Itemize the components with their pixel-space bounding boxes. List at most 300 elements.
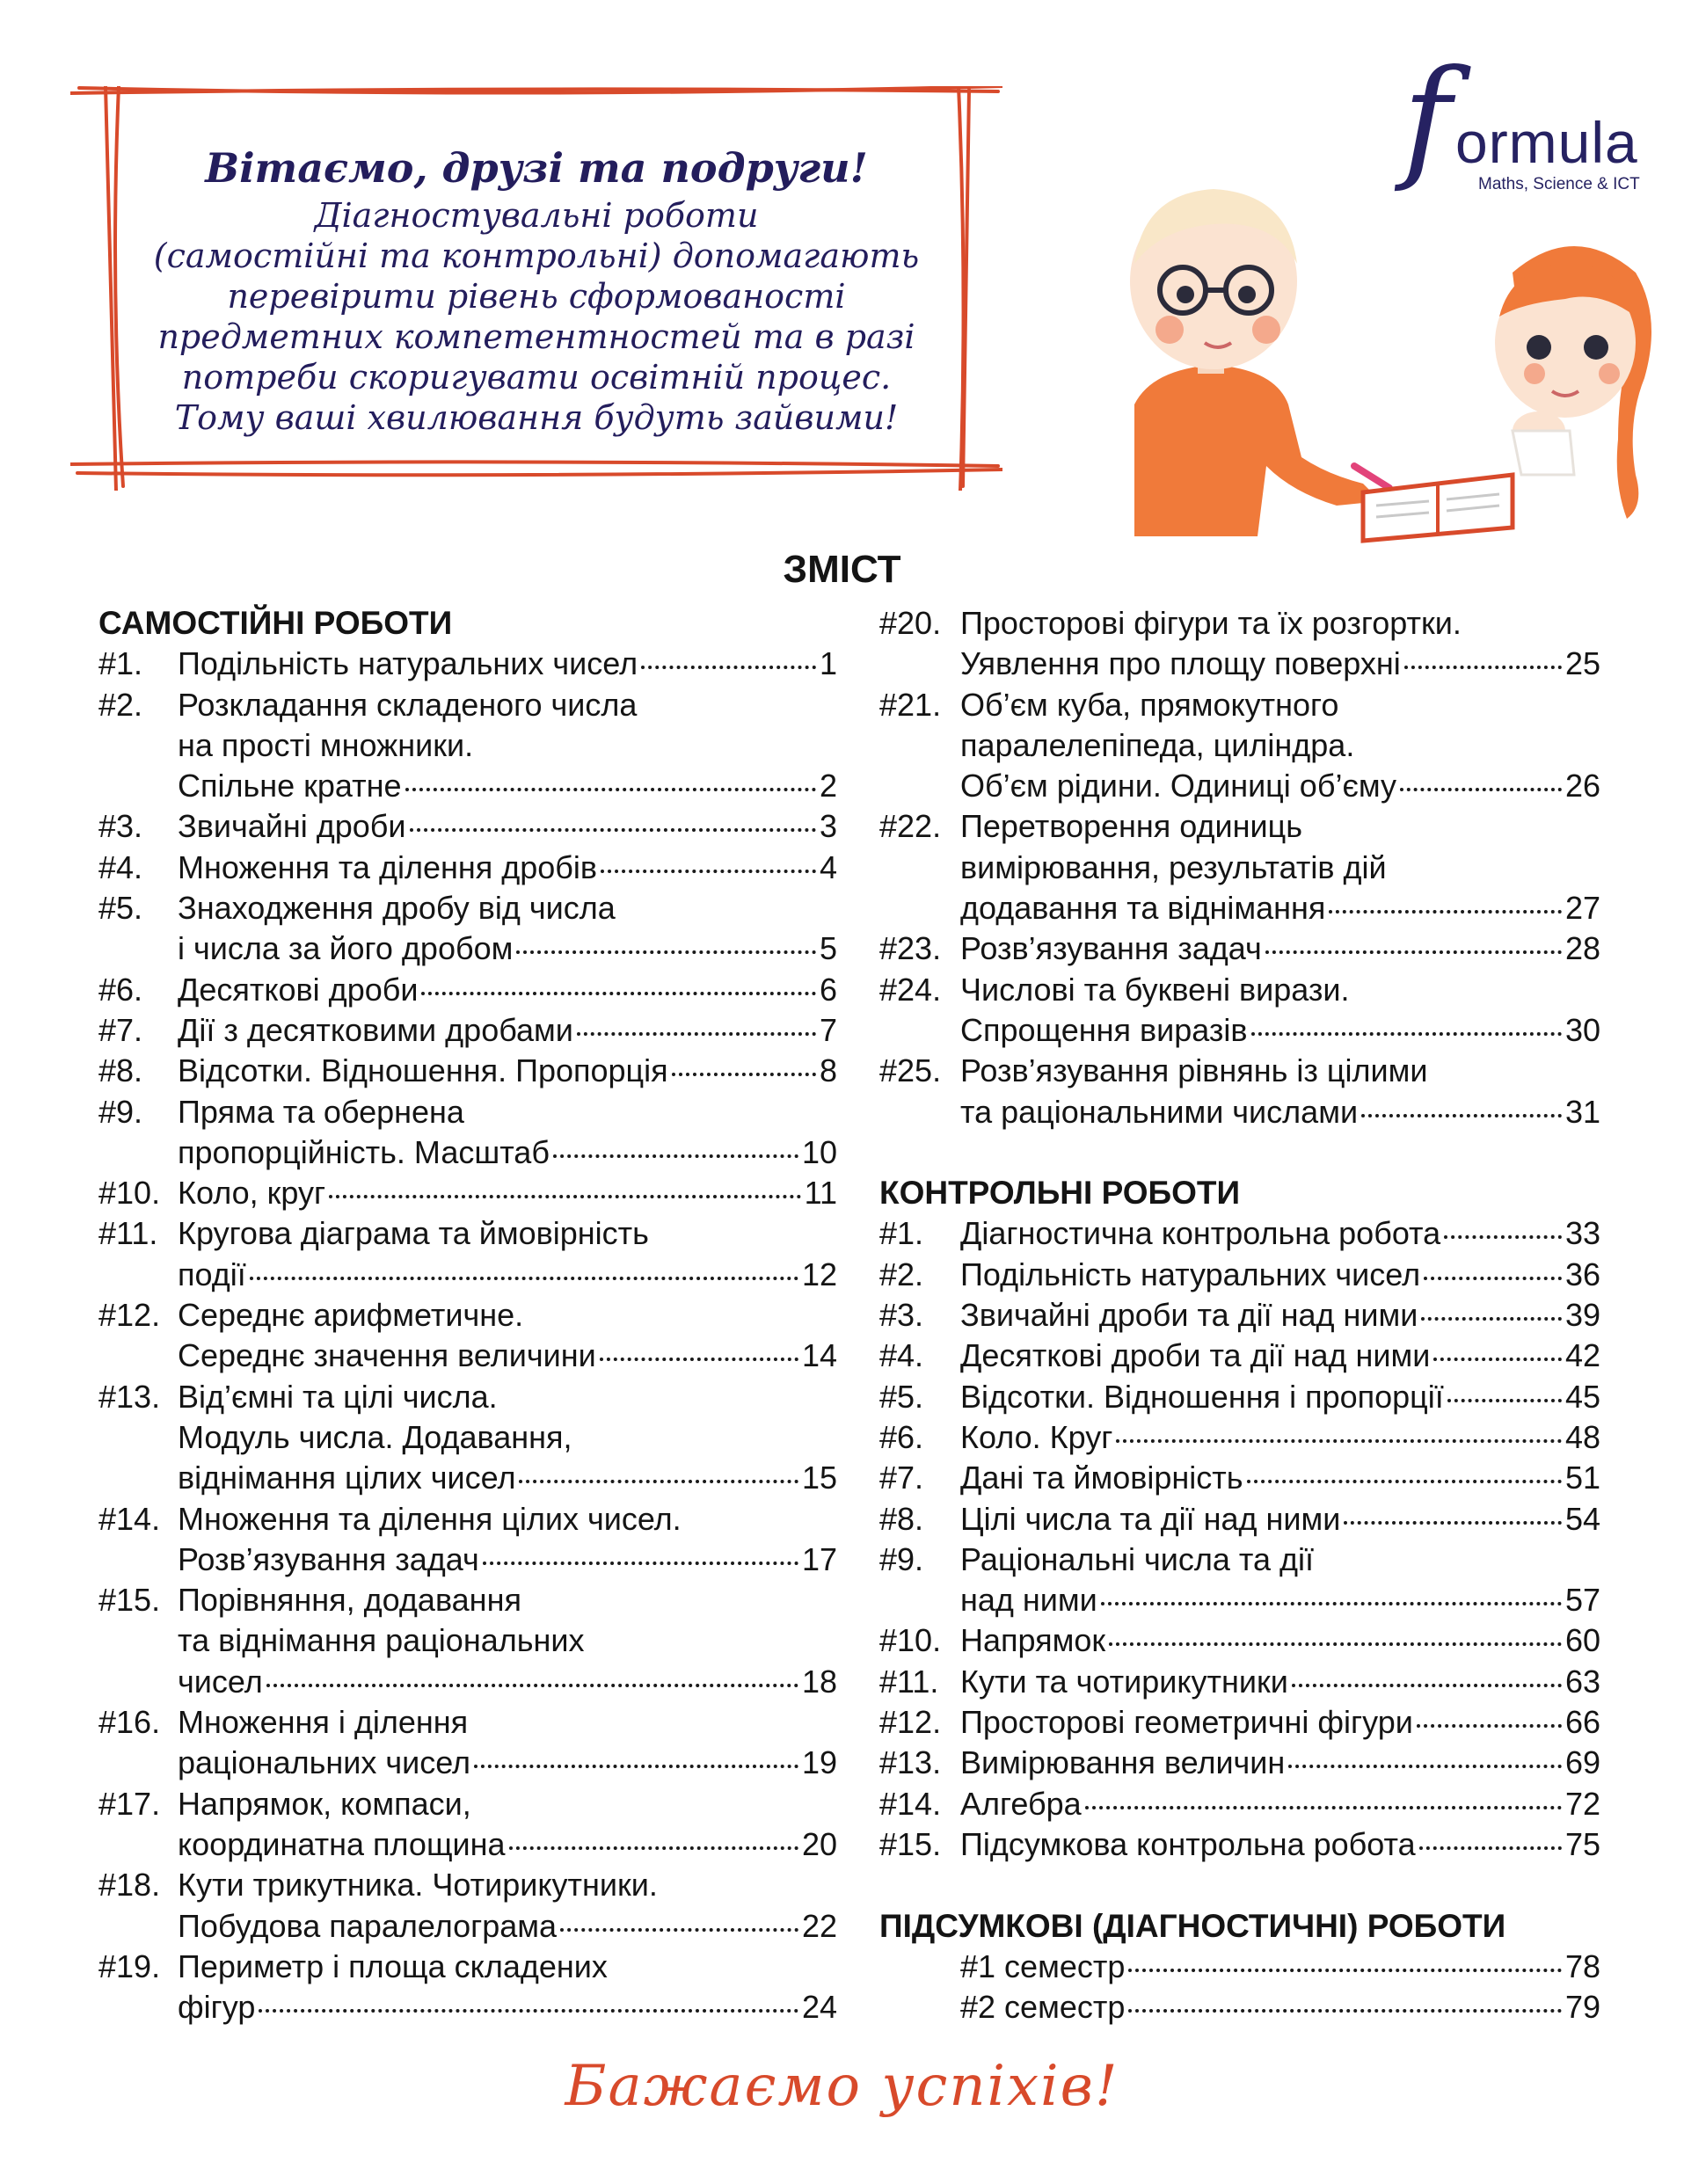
toc-entry-title: Відсотки. Відношення і пропорції [960,1378,1444,1415]
toc-entry-page: 33 [1564,1215,1600,1252]
dot-leader [1292,1684,1562,1687]
toc-entry-page: 66 [1564,1704,1600,1741]
welcome-message [132,141,941,438]
toc-entry-title: Модуль числа. Додавання, [178,1418,572,1455]
toc-entry-line [879,806,1600,847]
toc-entry-title: Кругова діаграма та ймовірність [178,1215,649,1252]
section-gap [879,1132,1600,1173]
toc-entry-number: #13. [98,1378,161,1415]
toc-entry-title: вимірювання, результатів дій [960,848,1387,885]
toc-entry-title: Множення та ділення цілих чисел. [178,1500,682,1537]
toc-entry-number: #12. [879,1704,942,1741]
dot-leader [641,666,816,669]
toc-entry-number: #1. [98,645,143,682]
toc-entry-title: Десяткові дроби [178,971,419,1008]
toc-entry-line [98,1906,837,1947]
toc-entry-line [879,1010,1600,1051]
dot-leader [474,1765,798,1768]
toc-entry-line [879,603,1600,644]
toc-entry[interactable] [879,928,1600,969]
toc-entry-title: на прості множники. [178,726,474,763]
toc-entry-line [98,1865,837,1905]
toc-entry-line [879,1213,1600,1254]
toc-entry-number: #2. [98,686,143,723]
welcome-line: предметних компетентностей та в разі [157,317,915,356]
toc-entry[interactable] [879,1417,1600,1458]
dot-leader [519,1480,798,1483]
toc-entry-number: #15. [98,1582,161,1619]
toc-entry-number: #6. [879,1418,924,1455]
toc-entry-page: 1 [819,645,837,682]
toc-entry-line [879,1092,1600,1132]
toc-entry[interactable] [879,685,1600,807]
toc-entry-line [98,928,837,969]
toc-entry-number: #23. [879,930,942,967]
toc-entry[interactable] [98,806,837,847]
toc-entry-page: 54 [1564,1500,1600,1537]
toc-entry-title: Напрямок, компаси, [178,1785,471,1822]
toc-entry-title: Розв’язування задач [178,1540,479,1577]
toc-entry-title: Коло. Круг [960,1418,1113,1455]
dot-leader [483,1562,798,1565]
welcome-line: потреби скоригувати освітній процес. [181,358,892,397]
toc-entry-title: Кути трикутника. Чотирикутники. [178,1867,658,1904]
toc-entry-page: 27 [1564,890,1600,927]
toc-entry-page: 10 [801,1133,837,1170]
toc-entry-title: події [178,1256,246,1292]
toc-entry-title: чисел [178,1663,263,1700]
toc-entry-line [879,1540,1600,1580]
toc-entry-title: Напрямок [960,1622,1106,1659]
toc-entry-page: 25 [1564,645,1600,682]
toc-entry-line [98,1499,837,1540]
toc-entry-page: 36 [1564,1256,1600,1292]
toc-entry-page: 75 [1564,1825,1600,1862]
toc-entry-title: Цілі числа та дії над ними [960,1500,1341,1537]
toc-entry[interactable] [98,1051,837,1091]
dot-leader [1128,1969,1562,1972]
toc-entry[interactable] [879,1824,1600,1865]
section-heading: ПІДСУМКОВІ (ДІАГНОСТИЧНІ) РОБОТИ [879,1907,1506,1944]
toc-entry-number: #6. [98,971,143,1008]
welcome-line: Тому ваші хвилювання будуть зайвими! [174,398,899,437]
toc-entry-line [98,1743,837,1783]
toc-entry-title: Вимірювання величин [960,1744,1286,1781]
toc-entry-line [879,725,1600,766]
toc-entry-number: #9. [98,1093,143,1130]
toc-entry-line [98,1377,837,1417]
children-reading-illustration [1099,167,1671,545]
toc-entry-line [879,1458,1600,1498]
dot-leader [1329,910,1562,914]
dot-leader [1421,1317,1562,1321]
toc-entry[interactable] [98,1010,837,1051]
toc-entry-number: #5. [98,890,143,927]
toc-entry[interactable] [879,970,1600,1052]
toc-entry[interactable] [879,1051,1600,1132]
logo-word: ormula [1455,110,1638,175]
toc-entry-line [879,1947,1600,1987]
welcome-line: Діагностувальні роботи [314,196,759,235]
dot-leader [553,1154,798,1158]
toc-entry-line [98,1417,837,1458]
toc-entry-page: 57 [1564,1582,1600,1619]
toc-entry[interactable] [879,603,1600,685]
toc-entry-title: Спрощення виразів [960,1011,1248,1048]
toc-entry-page: 18 [801,1663,837,1700]
toc-entry[interactable] [98,685,837,807]
toc-entry-number: #18. [98,1867,161,1904]
toc-entry-line [98,1540,837,1580]
toc-entry-title: координатна площина [178,1825,506,1862]
toc-entry-title: Розв’язування рівнянь із цілими [960,1052,1428,1089]
toc-entry[interactable] [98,1173,837,1213]
toc-entry-page: 14 [801,1337,837,1374]
dot-leader [1265,950,1562,954]
toc-entry-number: #4. [98,848,143,885]
toc-entry-line [98,1336,837,1376]
toc-entry-page: 8 [819,1052,837,1089]
welcome-title: Вітаємо, друзі та подруги! [205,144,868,192]
toc-entry-page: 6 [819,971,837,1008]
toc-entry-title: #2 семестр [960,1989,1126,2026]
toc-entry-page: 30 [1564,1011,1600,1048]
toc-entry-page: 31 [1564,1093,1600,1130]
toc-entry-page: 69 [1564,1744,1600,1781]
toc-entry-line [98,848,837,888]
toc-entry-page: 5 [819,930,837,967]
toc-entry-title: і числа за його дробом [178,930,514,967]
toc-entry-page: 79 [1564,1989,1600,2026]
toc-entry[interactable] [879,1540,1600,1621]
toc-entry-line [879,1295,1600,1336]
toc-entry[interactable] [98,1580,837,1702]
toc-entry-line [879,1417,1600,1458]
toc-entry-number: #14. [98,1500,161,1537]
toc-entry-line [98,1784,837,1824]
dot-leader [601,870,816,873]
toc-entry-number: #19. [98,1947,161,1984]
contents-title: ЗМІСТ [783,548,901,591]
toc-entry-number: #17. [98,1785,161,1822]
toc-entry-line [98,1092,837,1132]
dot-leader [259,2009,798,2013]
toc-entry-title: Спільне кратне [178,768,402,804]
toc-entry-line [98,1010,837,1051]
toc-entry[interactable] [98,1295,837,1377]
contents-column-right [879,603,1600,2027]
dot-leader [1109,1642,1562,1646]
toc-entry-page: 22 [801,1907,837,1944]
toc-entry-line [98,725,837,766]
toc-entry-line [98,1620,837,1661]
toc-entry-line [98,1295,837,1336]
toc-entry-title: Побудова паралелограма [178,1907,558,1944]
toc-entry-title: #1 семестр [960,1947,1126,1984]
dot-leader [1444,1235,1562,1239]
toc-entry-page: 28 [1564,930,1600,967]
toc-entry-line [98,1824,837,1865]
toc-entry-page: 15 [801,1460,837,1496]
toc-entry-number: #13. [879,1744,942,1781]
toc-entry-title: Подільність натуральних чисел [178,645,638,682]
dot-leader [577,1032,816,1036]
dot-leader [1404,666,1562,669]
dot-leader [1116,1439,1562,1443]
toc-entry-line [98,644,837,684]
toc-entry-page: 7 [819,1011,837,1048]
toc-entry-title: Об’єм куба, прямокутного [960,686,1339,723]
dot-leader [672,1073,816,1076]
dot-leader [1101,1602,1562,1605]
toc-entry-number: #4. [879,1337,924,1374]
toc-entry-title: віднімання цілих чисел [178,1460,516,1496]
toc-entry-title: додавання та віднімання [960,890,1326,927]
toc-entry-title: Подільність натуральних чисел [960,1256,1421,1292]
dot-leader [1085,1806,1562,1809]
toc-entry[interactable] [879,1499,1600,1540]
toc-entry[interactable] [98,1702,837,1784]
toc-entry-number: #11. [879,1663,939,1700]
logo-letter: f [1403,42,1452,195]
dot-leader [1400,788,1562,791]
toc-entry-title: Числові та буквені вирази. [960,971,1350,1008]
toc-entry-line [879,1824,1600,1865]
toc-entry-title: Об’єм рідини. Одиниці об’єму [960,768,1396,804]
dot-leader [1128,2009,1562,2013]
contents-column-left [98,603,837,2027]
toc-entry-page: 42 [1564,1337,1600,1374]
toc-entry-line [98,1051,837,1091]
toc-entry-title: пропорційність. Масштаб [178,1133,550,1170]
toc-entry-title: Діагностична контрольна робота [960,1215,1441,1252]
toc-entry-number: #7. [879,1460,924,1496]
toc-entry-page: 20 [801,1825,837,1862]
toc-entry-page: 39 [1564,1297,1600,1334]
toc-entry-title: Порівняння, додавання [178,1582,521,1619]
toc-entry-line [879,1662,1600,1702]
toc-entry[interactable] [98,644,837,684]
toc-entry[interactable] [98,1499,837,1581]
toc-entry-line [98,1255,837,1295]
toc-entry[interactable] [879,1295,1600,1336]
toc-entry-title: раціональних чисел [178,1744,471,1781]
toc-entry-number: #12. [98,1297,161,1334]
toc-entry-title: Десяткові дроби та дії над ними [960,1337,1431,1374]
toc-entry-number: #11. [98,1215,158,1252]
toc-entry[interactable] [879,1784,1600,1824]
toc-entry-line [879,1702,1600,1743]
toc-entry-title: Уявлення про площу поверхні [960,645,1401,682]
dot-leader [600,1358,798,1361]
dot-leader [250,1277,798,1280]
toc-entry-line [98,1213,837,1254]
toc-entry-line [879,848,1600,888]
welcome-line: перевірити рівень сформованості [227,277,846,316]
toc-entry-line [879,1580,1600,1620]
toc-entry-page: 11 [804,1175,837,1212]
toc-entry-line [879,1987,1600,2027]
welcome-line: (самостійні та контрольні) допомагають [153,237,920,275]
dot-leader [1247,1480,1562,1483]
toc-entry[interactable] [98,1092,837,1174]
dot-leader [1433,1358,1562,1361]
dot-leader [1251,1032,1562,1036]
toc-entry-line [98,1132,837,1173]
dot-leader [1417,1724,1562,1728]
toc-entry-title: Розв’язування задач [960,930,1262,967]
toc-entry-line [879,888,1600,928]
toc-entry-number: #7. [98,1011,143,1048]
toc-entry[interactable] [98,848,837,888]
toc-entry-page: 72 [1564,1785,1600,1822]
toc-entry-page: 12 [801,1256,837,1292]
toc-entry-title: над ними [960,1582,1097,1619]
dot-leader [509,1846,798,1850]
toc-entry-title: Кути та чотирикутники [960,1663,1288,1700]
logo-subtitle: Maths, Science & ICT [1478,175,1640,193]
toc-entry-line [98,806,837,847]
toc-entry-line [98,685,837,725]
toc-entry[interactable] [98,1947,837,2028]
footer-wish: Бажаємо успіхів! [565,2054,1119,2119]
section-gap [879,1865,1600,1905]
dot-leader [410,828,816,832]
toc-entry[interactable] [98,1865,837,1947]
toc-entry-line [98,1662,837,1702]
toc-entry-number: #25. [879,1052,942,1089]
toc-entry-number: #24. [879,971,942,1008]
toc-entry[interactable] [879,1987,1600,2027]
toc-entry-title: Просторові геометричні фігури [960,1704,1413,1741]
toc-entry-title: Звичайні дроби [178,808,406,845]
toc-entry-page: 45 [1564,1378,1600,1415]
toc-entry-line [879,766,1600,806]
toc-entry-title: Раціональні числа та дії [960,1540,1315,1577]
toc-entry-page: 24 [801,1989,837,2026]
toc-entry-title: Розкладання складеного числа [178,686,638,723]
toc-entry[interactable] [98,1784,837,1866]
toc-entry-title: та раціональними числами [960,1093,1359,1130]
toc-entry-title: Відсотки. Відношення. Пропорція [178,1052,668,1089]
dot-leader [516,950,816,954]
children-illustration-icon [1099,167,1671,545]
toc-entry[interactable] [98,888,837,970]
toc-entry-title: фігур [178,1989,256,2026]
toc-entry-page: 19 [801,1744,837,1781]
toc-entry-title: Середнє арифметичне. [178,1297,524,1334]
toc-entry-line [879,644,1600,684]
toc-entry-page: 2 [819,768,837,804]
toc-entry-title: Множення та ділення дробів [178,848,598,885]
toc-entry-line [879,1620,1600,1661]
toc-entry-line [98,1173,837,1213]
toc-entry[interactable] [879,1702,1600,1743]
toc-entry-title: Підсумкова контрольна робота [960,1825,1416,1862]
toc-entry-line [879,1377,1600,1417]
toc-entry-line [879,970,1600,1010]
toc-entry[interactable] [879,1743,1600,1783]
toc-entry-page: 17 [801,1540,837,1577]
dot-leader [1419,1846,1562,1850]
toc-entry-line [879,1051,1600,1091]
toc-entry-line [98,1987,837,2027]
dot-leader [560,1928,798,1932]
toc-entry-title: Алгебра [960,1785,1082,1822]
toc-entry-page: 4 [819,848,837,885]
toc-entry[interactable] [98,1213,837,1295]
toc-entry[interactable] [98,970,837,1010]
toc-entry[interactable] [98,1377,837,1499]
toc-entry-number: #2. [879,1256,924,1292]
toc-entry-page: 51 [1564,1460,1600,1496]
toc-entry[interactable] [879,1255,1600,1295]
toc-entry-number: #16. [98,1704,161,1741]
dot-leader [1424,1277,1562,1280]
dot-leader [266,1684,798,1687]
toc-entry-title: Середнє значення величини [178,1337,596,1374]
toc-entry-number: #22. [879,808,942,845]
toc-entry-number: #10. [98,1175,161,1212]
toc-entry-number: #10. [879,1622,942,1659]
toc-entry[interactable] [879,806,1600,928]
toc-entry-title: та віднімання раціональних [178,1622,585,1659]
toc-entry-page: 26 [1564,768,1600,804]
toc-entry[interactable] [879,1336,1600,1376]
toc-entry[interactable] [879,1458,1600,1498]
toc-entry-number: #20. [879,605,942,641]
toc-entry-number: #1. [879,1215,924,1252]
toc-entry-number: #15. [879,1825,942,1862]
toc-entry-line [98,1702,837,1743]
toc-entry[interactable] [879,1947,1600,1987]
toc-entry-title: Просторові фігури та їх розгортки. [960,605,1462,641]
toc-entry[interactable] [879,1620,1600,1661]
toc-entry-page: 60 [1564,1622,1600,1659]
section-heading: САМОСТІЙНІ РОБОТИ [98,605,453,641]
dot-leader [1288,1765,1562,1768]
toc-entry-line [98,766,837,806]
toc-entry[interactable] [879,1662,1600,1702]
toc-entry-line [879,685,1600,725]
dot-leader [421,992,816,995]
dot-leader [329,1195,800,1198]
toc-entry-line [879,1499,1600,1540]
toc-entry-page: 48 [1564,1418,1600,1455]
toc-entry-line [879,1336,1600,1376]
dot-leader [1361,1114,1562,1117]
toc-entry-number: #3. [879,1297,924,1334]
toc-entry-number: #14. [879,1785,942,1822]
toc-entry-line [98,1580,837,1620]
toc-entry-line [98,1458,837,1498]
toc-entry-number: #8. [879,1500,924,1537]
toc-entry[interactable] [879,1377,1600,1417]
toc-entry-page: 3 [819,808,837,845]
toc-entry-title: паралелепіпеда, циліндра. [960,726,1355,763]
section-heading: КОНТРОЛЬНІ РОБОТИ [879,1175,1241,1212]
toc-entry-line [98,888,837,928]
toc-entry-page: 63 [1564,1663,1600,1700]
toc-entry-title: Периметр і площа складених [178,1947,608,1984]
toc-entry-number: #8. [98,1052,143,1089]
toc-entry-title: Перетворення одиниць [960,808,1302,845]
dot-leader [1344,1521,1562,1525]
toc-entry-title: Звичайні дроби та дії над ними [960,1297,1418,1334]
toc-entry[interactable] [879,1213,1600,1254]
toc-entry-title: Від’ємні та цілі числа. [178,1378,498,1415]
toc-entry-line [879,1255,1600,1295]
